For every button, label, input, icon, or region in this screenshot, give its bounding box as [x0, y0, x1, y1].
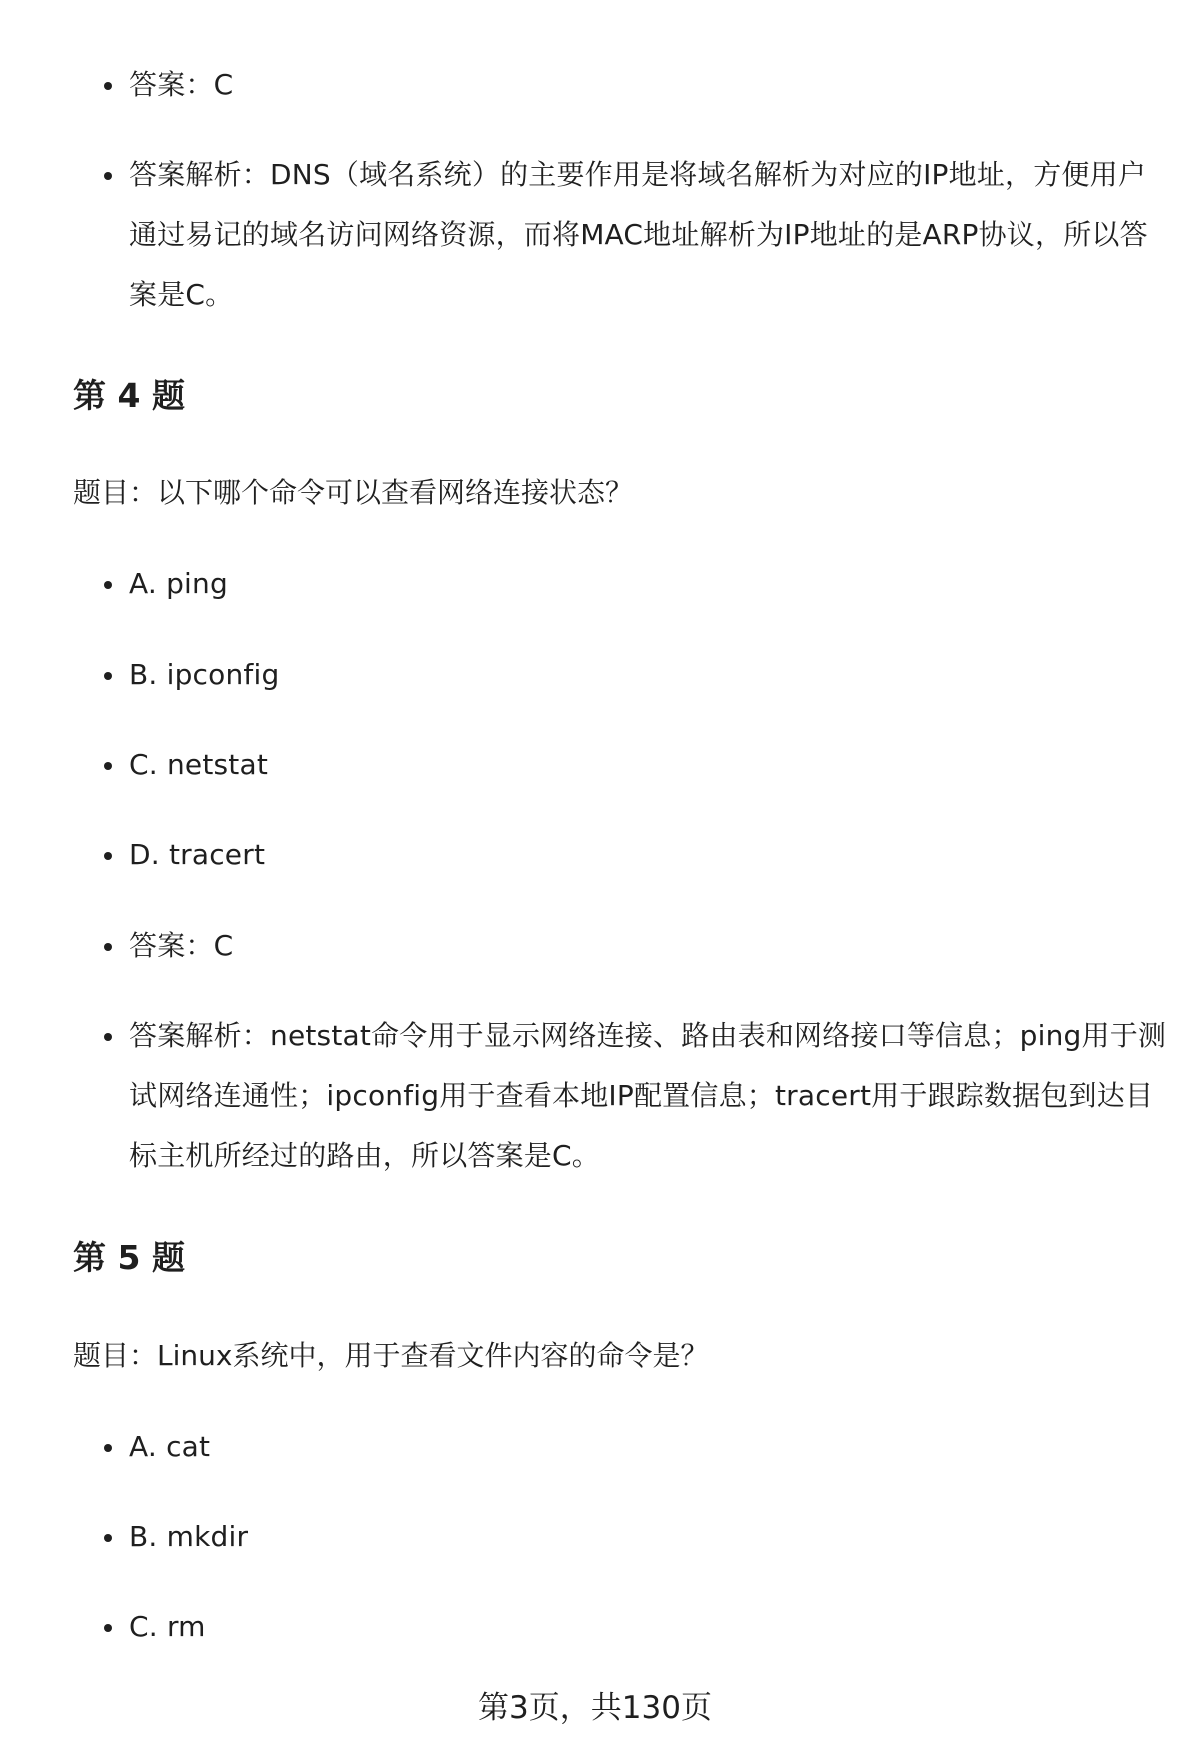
option-item: B. ipconfig — [129, 645, 1169, 705]
option-item: B. mkdir — [129, 1507, 1169, 1567]
question-text: 题目：Linux系统中，用于查看文件内容的命令是？ — [73, 1339, 709, 1372]
option-item: C. netstat — [129, 735, 1169, 795]
answer-item: 答案：C — [129, 55, 1169, 115]
explanation-item: 答案解析：DNS（域名系统）的主要作用是将域名解析为对应的IP地址，方便用户通过易记的域名访问网络资源，而将MAC地址解析为IP地址的是ARP协议，所以答案是C。 — [129, 145, 1169, 325]
page-number: 第3页，共130页 — [478, 1690, 712, 1726]
explanation-item: 答案解析：netstat命令用于显示网络连接、路由表和网络接口等信息；ping用于测试网络连通性；ipconfig用于查看本地IP配置信息；tracert用于跟踪数据包到达目标主机所经过的路由，所以答案是C。 — [129, 1006, 1169, 1186]
option-item: A. cat — [129, 1417, 1169, 1477]
answer-item: 答案：C — [129, 916, 1169, 976]
option-item: C. rm — [129, 1597, 1169, 1657]
question-text: 题目：以下哪个命令可以查看网络连接状态？ — [73, 476, 634, 509]
question-heading: 第 4 题 — [73, 376, 185, 415]
option-item: D. tracert — [129, 825, 1169, 885]
question-heading: 第 5 题 — [73, 1238, 185, 1277]
option-item: A. ping — [129, 554, 1169, 614]
